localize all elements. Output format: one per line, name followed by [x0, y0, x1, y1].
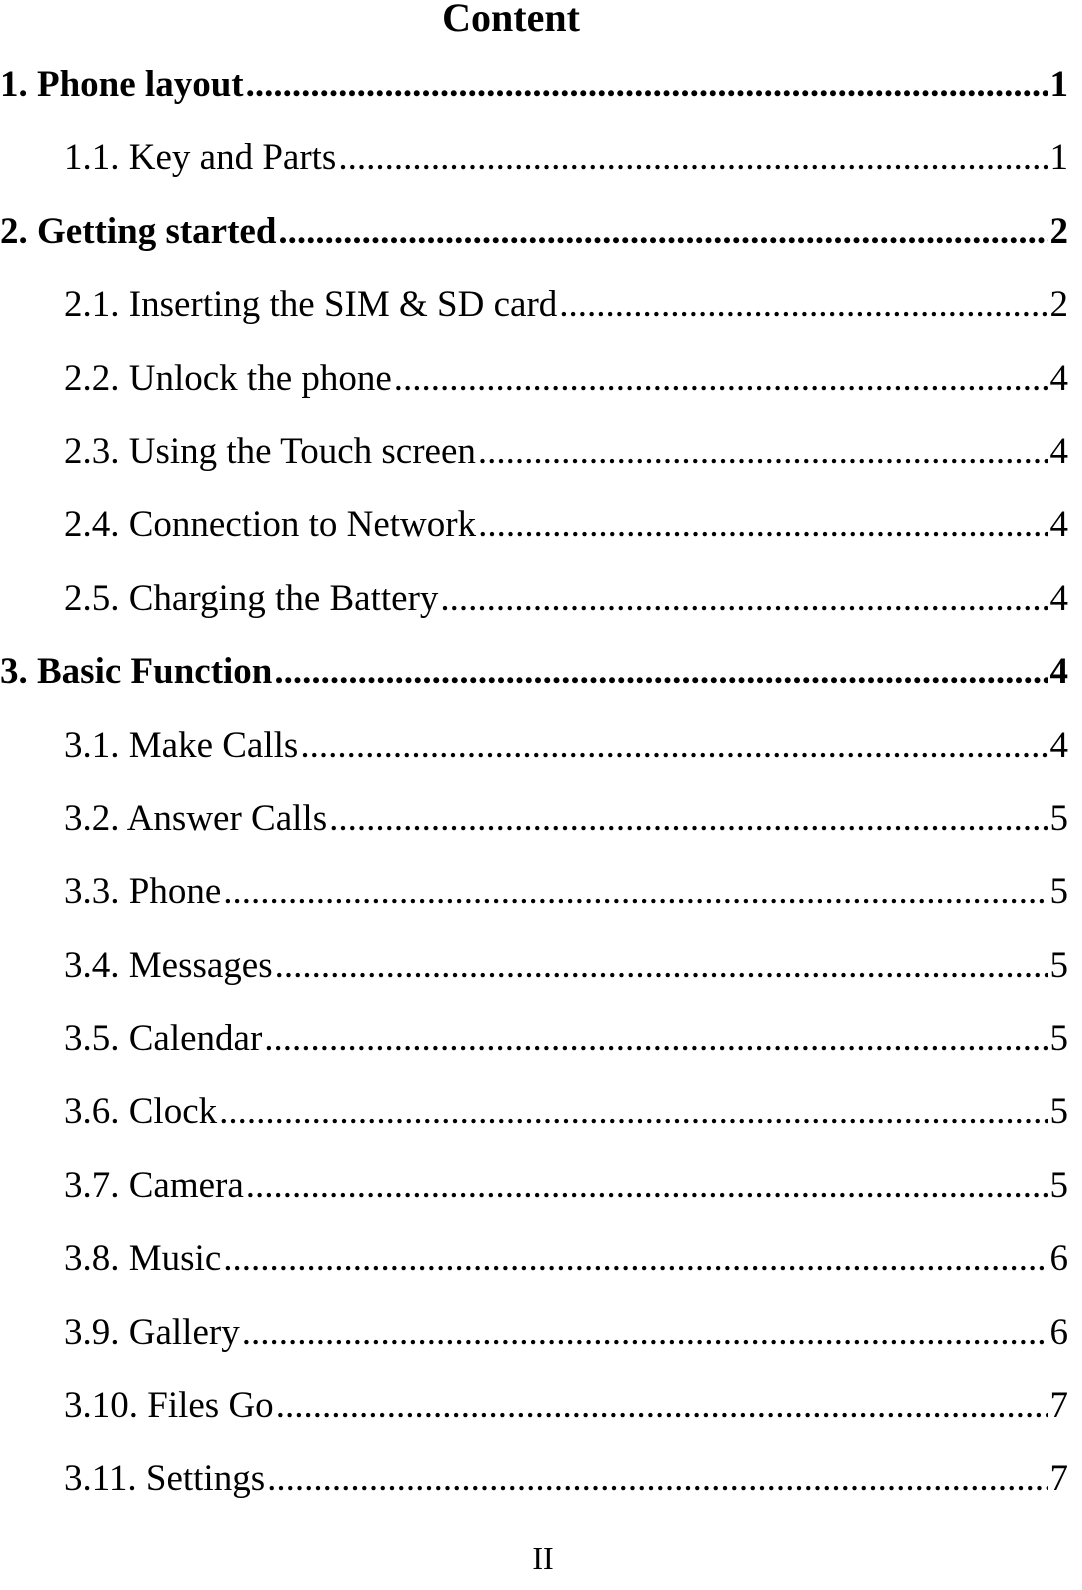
toc-subsection-entry[interactable]: [0, 356, 1068, 429]
toc-subsection-entry[interactable]: [0, 1089, 1068, 1162]
toc-entry-page: 1: [1049, 64, 1068, 105]
toc-entry-page: 5: [1049, 1164, 1068, 1206]
toc-entry-label: 3. Basic Function: [0, 651, 273, 693]
toc-subsection-entry[interactable]: [0, 796, 1068, 869]
toc-entry-label: 3.2. Answer Calls: [64, 797, 328, 839]
toc-subsection-entry[interactable]: [0, 869, 1068, 942]
toc-dot-leader: [264, 1016, 1047, 1062]
toc-dot-leader: [223, 1236, 1047, 1282]
toc-entry-label: 1. Phone layout: [0, 64, 244, 105]
toc-dot-leader: [329, 796, 1047, 842]
toc-dot-leader: [559, 282, 1047, 328]
toc-entry-page: 5: [1049, 797, 1068, 839]
toc-entry-label: 2.5. Charging the Battery: [64, 577, 439, 619]
toc-entry-page: 6: [1049, 1238, 1068, 1280]
toc-subsection-entry[interactable]: [0, 943, 1068, 1016]
toc-entry-page: 5: [1049, 871, 1068, 913]
toc-entry-page: 5: [1049, 1091, 1068, 1133]
toc-subsection-entry[interactable]: [0, 1236, 1068, 1309]
toc-entry-page: 6: [1049, 1311, 1068, 1353]
page-title: Content: [442, 0, 580, 40]
toc-entry-label: 3.4. Messages: [64, 944, 273, 986]
toc-dot-leader: [338, 135, 1047, 181]
toc-dot-leader: [478, 502, 1047, 548]
toc-dot-leader: [246, 1163, 1048, 1209]
toc-section-entry[interactable]: [0, 649, 1068, 722]
toc-entry-label: 2. Getting started: [0, 210, 277, 252]
toc-entry-label: 3.6. Clock: [64, 1091, 218, 1133]
toc-entry-page: 7: [1049, 1458, 1068, 1500]
toc-entry-page: 2: [1049, 210, 1068, 252]
toc-subsection-entry[interactable]: [0, 1456, 1068, 1529]
toc-entry-label: 3.9. Gallery: [64, 1311, 240, 1353]
toc-section-entry[interactable]: [0, 209, 1068, 282]
toc-subsection-entry[interactable]: [0, 282, 1068, 355]
toc-entry-label: 3.7. Camera: [64, 1164, 244, 1206]
toc-entry-page: 4: [1049, 504, 1068, 546]
toc-entry-page: 5: [1049, 944, 1068, 986]
toc-subsection-entry[interactable]: [0, 1016, 1068, 1089]
toc-entry-page: 4: [1049, 577, 1068, 619]
toc-dot-leader: [274, 649, 1047, 695]
toc-entry-label: 3.1. Make Calls: [64, 724, 299, 766]
toc-dot-leader: [440, 576, 1047, 622]
toc-entry-label: 2.2. Unlock the phone: [64, 357, 392, 399]
toc-entry-label: 3.10. Files Go: [64, 1385, 274, 1427]
toc-subsection-entry[interactable]: [0, 723, 1068, 796]
toc-subsection-entry[interactable]: [0, 1383, 1068, 1456]
toc-dot-leader: [275, 943, 1048, 989]
toc-subsection-entry[interactable]: [0, 502, 1068, 575]
toc-subsection-entry[interactable]: [0, 429, 1068, 502]
toc-dot-leader: [267, 1456, 1047, 1502]
toc-entry-page: 1: [1049, 137, 1068, 179]
toc-dot-leader: [300, 723, 1047, 769]
toc-dot-leader: [278, 209, 1047, 255]
toc-entry-label: 3.5. Calendar: [64, 1018, 263, 1060]
toc-entry-page: 4: [1049, 430, 1068, 472]
toc-dot-leader: [276, 1383, 1048, 1429]
toc-dot-leader: [394, 356, 1048, 402]
toc-dot-leader: [478, 429, 1048, 475]
page-number: II: [532, 1540, 554, 1576]
toc-dot-leader: [223, 869, 1047, 915]
toc-entry-page: 4: [1049, 724, 1068, 766]
toc-entry-page: 4: [1049, 651, 1068, 693]
toc-entry-label: 3.3. Phone: [64, 871, 222, 913]
toc-entry-page: 4: [1049, 357, 1068, 399]
toc-dot-leader: [219, 1089, 1047, 1135]
toc-entry-label: 1.1. Key and Parts: [64, 137, 337, 179]
toc-entry-label: 2.1. Inserting the SIM & SD card: [64, 284, 558, 326]
toc-entry-page: 2: [1049, 284, 1068, 326]
toc-entry-label: 3.8. Music: [64, 1238, 222, 1280]
toc-entry-label: 2.4. Connection to Network: [64, 504, 477, 546]
toc-subsection-entry[interactable]: [0, 135, 1068, 208]
toc-section-entry[interactable]: [0, 62, 1068, 135]
table-of-contents: [0, 62, 1068, 1530]
toc-entry-label: 3.11. Settings: [64, 1458, 266, 1500]
toc-subsection-entry[interactable]: [0, 1163, 1068, 1236]
toc-entry-page: 7: [1049, 1385, 1068, 1427]
toc-subsection-entry[interactable]: [0, 1310, 1068, 1383]
toc-dot-leader: [242, 1310, 1048, 1356]
toc-entry-page: 5: [1049, 1018, 1068, 1060]
toc-subsection-entry[interactable]: [0, 576, 1068, 649]
toc-dot-leader: [246, 62, 1048, 108]
toc-entry-label: 2.3. Using the Touch screen: [64, 430, 476, 472]
